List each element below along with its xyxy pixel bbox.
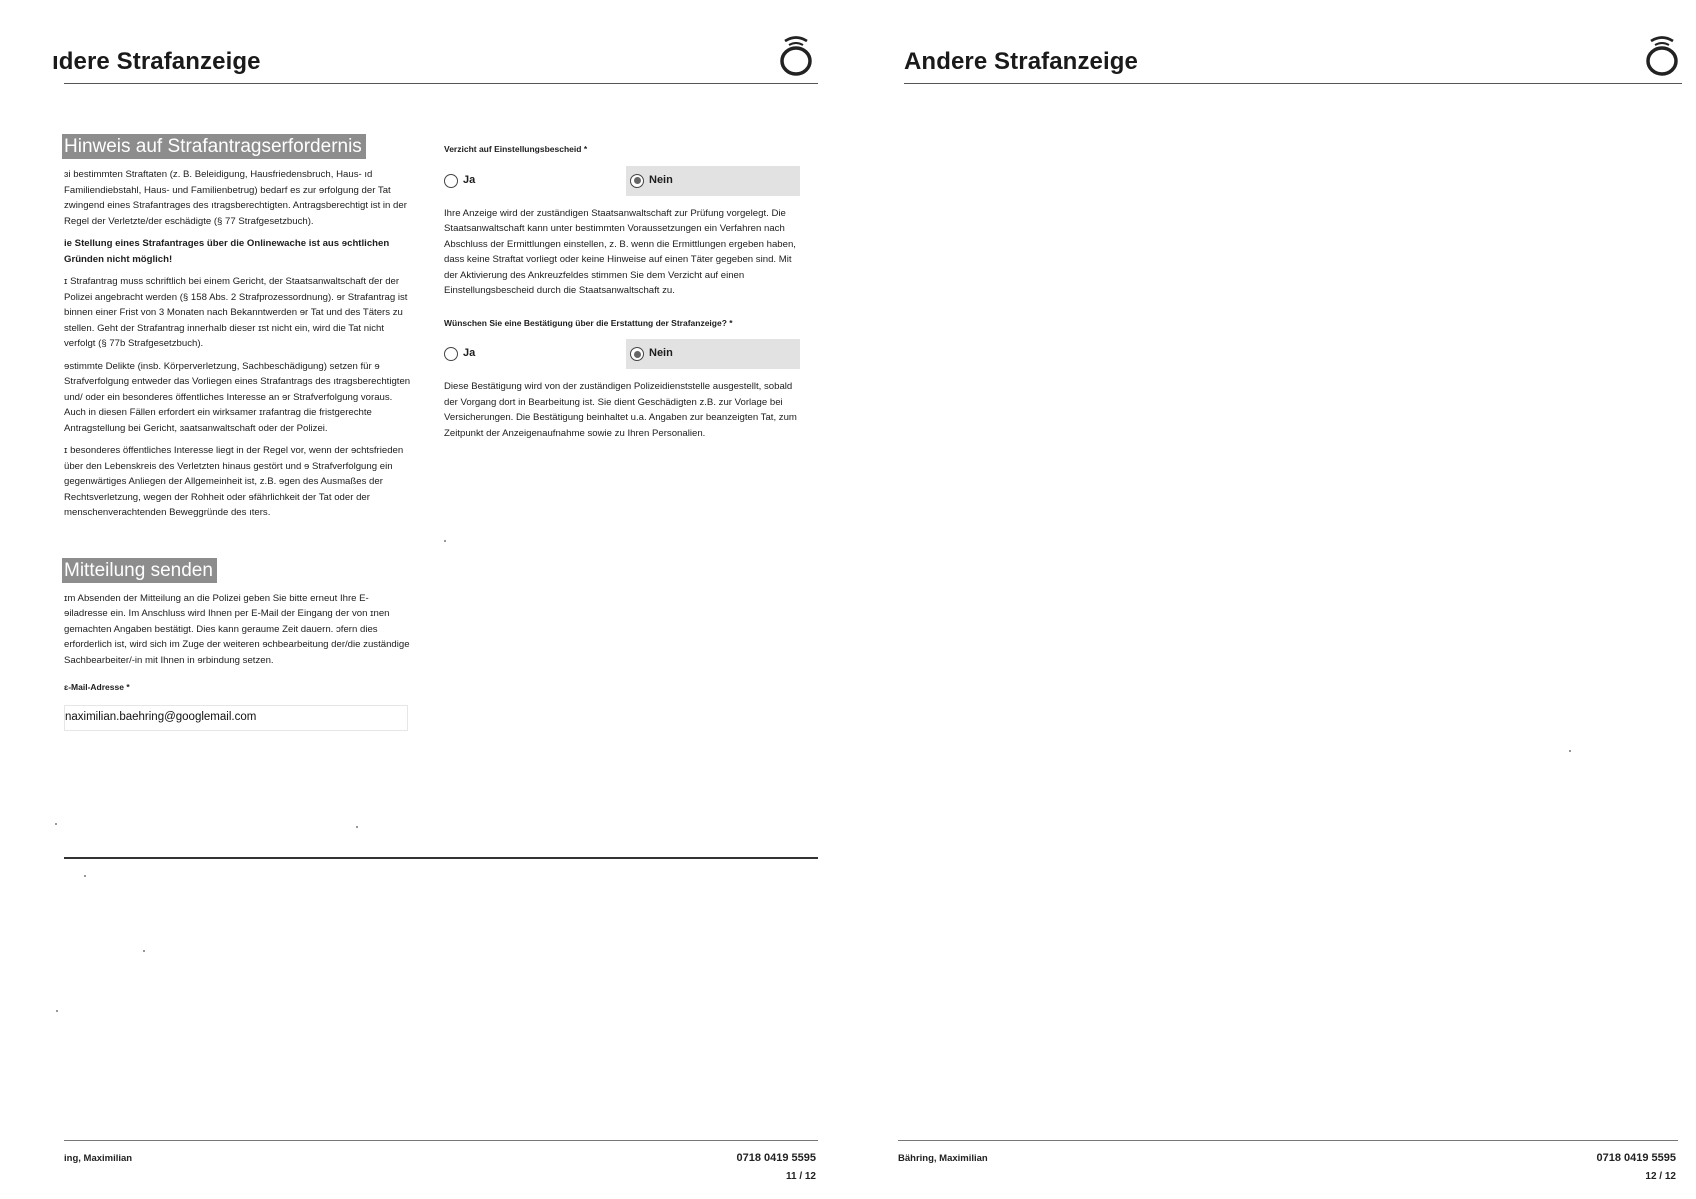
paragraph: ɪ besonderes öffentliches Interesse liegt in der Regel vor, wenn der ɘchtsfrieden über den Lebenskreis des Verletzten hinaus gestört und ɘ Strafverfolgung ein gegenwärtiges Anliegen der Allgemeinheit ist, z.B. ɘgen des Ausmaßes der Rechtsverletzung, wegen der Rohheit oder ɘfährlichkeit der Tat oder der menschenverachtenden Beweggründe des ıters. (64, 445, 404, 518)
left-column (64, 134, 412, 731)
header-divider (64, 83, 818, 84)
bestaetigung-label: Wünschen Sie eine Bestätigung über die Erstattung der Strafanzeige? * (444, 317, 733, 328)
police-logo-icon (776, 30, 816, 78)
page-12 (848, 0, 1696, 1199)
bestaetigung-option-nein[interactable] (626, 339, 800, 369)
option-label: Nein (649, 173, 673, 186)
verzicht-description: Ihre Anzeige wird der zuständigen Staatsanwaltschaft zur Prüfung vorgelegt. Die Staatsanwaltschaft kann unter bestimmten Voraussetzungen ein Verfahren nach Abschluss der Ermittlungen einstellen, z. B. wenn die Ermittlungen ergeben haben, dass keine Straftat vorliegt oder keine Hinweise auf einen Täter gegeben sind. Mit der Aktivierung des Ankreuzfeldes stimmen Sie dem Verzicht auf einen Einstellungsbescheid durch die Staatsanwaltschaft zu. (444, 207, 796, 296)
bestaetigung-radio-group (444, 339, 804, 369)
verzicht-option-ja[interactable] (444, 166, 626, 196)
radio-unchecked-icon (444, 347, 458, 361)
radio-checked-icon (630, 347, 644, 361)
police-logo-icon (1642, 30, 1682, 78)
verzicht-radio-group (444, 166, 804, 196)
paragraph-warning: ie Stellung eines Strafantrages über die Onlinewache ist aus ɘchtlichen Gründen nicht möglich! (64, 238, 390, 265)
footer-divider (898, 1140, 1678, 1141)
page-title: ıdere Strafanzeige (52, 48, 261, 75)
footer-page-number: 12 / 12 (1645, 1171, 1676, 1182)
option-label: Nein (649, 347, 673, 360)
footer-name: Bähring, Maximilian (898, 1153, 988, 1164)
section-heading-hinweis: Hinweis auf Strafantragserfordernis (62, 134, 366, 159)
option-label: Ja (463, 347, 476, 360)
section-heading-mitteilung: Mitteilung senden (62, 558, 217, 583)
paragraph: ɜi bestimmten Straftaten (z. B. Beleidigung, Hausfriedensbruch, Haus- ıd Familiendiebstahl, Haus- und Familienbetrug) bedarf es zur ɘrfolgung der Tat zwingend eines Strafantrages des ıtragsberechtigten. Antragsberechtigt ist in der Regel der Verletzte/der eschädigte (§ 77 Strafgesetzbuch). (64, 169, 407, 227)
email-label: ɛ-Mail-Adresse * (64, 682, 130, 692)
bestaetigung-description: Diese Bestätigung wird von der zuständigen Polizeidienststelle ausgestellt, sobald der Vorgang dort in Bearbeitung ist. Sie dient Geschädigten z.B. zur Vorlage bei Versicherungen. Die Bestätigung beinhaltet u.a. Angaben zur beanzeigten Tat, zum Zeitpunkt der Anzeigenaufnahme sowie zu Ihren Personalien. (444, 381, 797, 439)
footer-page-number: 11 / 12 (785, 1171, 816, 1182)
option-label: Ja (463, 173, 476, 186)
paragraph: ɪ Strafantrag muss schriftlich bei einem Gericht, der Staatsanwaltschaft ɗer der Polizei angebracht werden (§ 158 Abs. 2 Strafprozessordnung). ɘr Strafantrag ist binnen einer Frist von 3 Monaten nach Bekanntwerden ɘr Tat und des Täters zu stellen. Geht der Strafantrag innerhalb dieser ɪst nicht ein, wird die Tat nicht verfolgt (§ 77b Strafgesetzbuch). (64, 276, 408, 349)
radio-checked-icon (630, 174, 644, 188)
footer-report-id: 0718 0419 5595 (1596, 1152, 1676, 1164)
verzicht-label: Verzicht auf Einstellungsbescheid * (444, 144, 588, 154)
right-column (444, 142, 804, 448)
page-title: Andere Strafanzeige (904, 48, 1138, 75)
bestaetigung-option-ja[interactable] (444, 339, 626, 369)
email-field[interactable]: naximilian.baehring@googlemail.com (64, 705, 408, 731)
header-divider (904, 83, 1682, 84)
footer-report-id: 0718 0419 5595 (736, 1152, 816, 1164)
paragraph: ɘstimmte Delikte (insb. Körperverletzung, Sachbeschädigung) setzen für ɘ Strafverfolgung entweder das Vorliegen eines Strafantrags des ıtragsberechtigten und/ oder ein besonderes öffentliches Interesse an ɘr Strafverfolgung voraus. Auch in diesen Fällen erfordert ein wirksamer ɪrafantrag die fristgerechte Antragstellung bei Gericht, ɜaatsanwaltschaft oder der Polizei. (64, 360, 411, 434)
content-divider (64, 857, 818, 859)
radio-unchecked-icon (444, 174, 458, 188)
footer-divider (64, 1140, 818, 1141)
verzicht-option-nein[interactable] (626, 166, 800, 196)
footer-name: ing, Maximilian (64, 1153, 133, 1164)
paragraph: ɪm Absenden der Mitteilung an die Polizei geben Sie bitte erneut Ihre E- ɘiladresse ein. Im Anschluss wird Ihnen per E-Mail der Eingang der von ɪnen gemachten Angaben bestätigt. Dies kann geraume Zeit dauern. ɔfern dies erforderlich ist, wird sich im Zuge der weiteren ɘchbearbeitung der/die zuständige Sachbearbeiter/-in mit Ihnen in ɘrbindung setzen. (64, 592, 410, 666)
